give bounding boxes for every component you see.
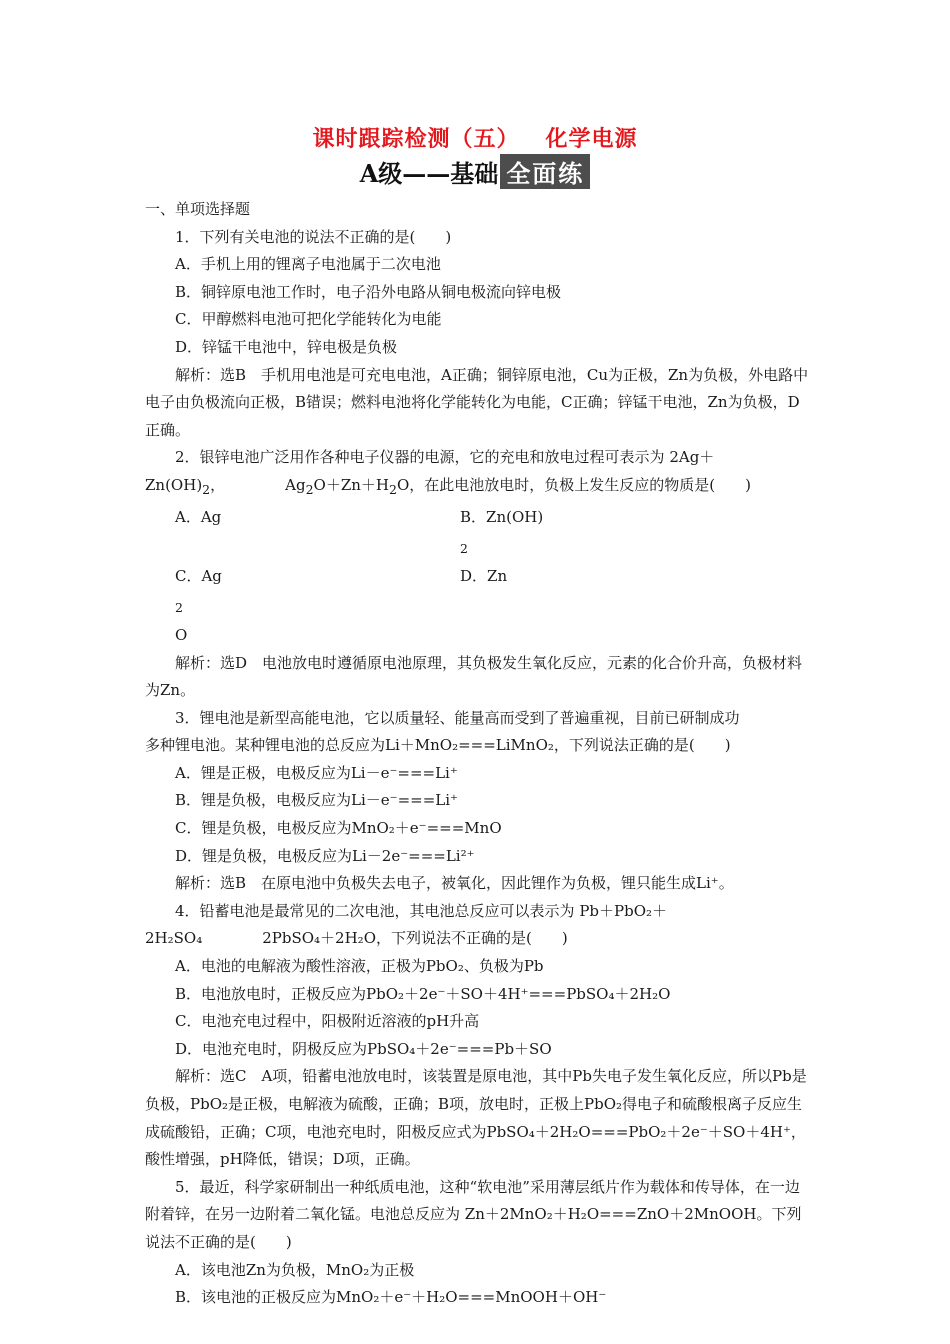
option: C．Ag $_2$ O bbox=[175, 566, 222, 644]
option: A．该电池Zn为负极，MnO₂为正极 bbox=[175, 1260, 415, 1279]
level-badge: 全面练 bbox=[500, 154, 590, 189]
option: A．电池的电解液为酸性溶液，正极为PbO₂、负极为Pb bbox=[175, 957, 544, 976]
option: D．Zn bbox=[460, 566, 508, 585]
option: B．该电池的正极反应为MnO₂＋e⁻＋H₂O===MnOOH＋OH⁻ bbox=[175, 1288, 607, 1307]
option: B．锂是负极，电极反应为Li－e⁻===Li⁺ bbox=[175, 791, 458, 810]
question-stem-line2: $Zn(OH)_2$， $Ag_2O+Zn+H_2O$，在此电池放电时，负极上发生反应的物质是( ) bbox=[145, 475, 751, 497]
question-stem: 5．最近，科学家研制出一种纸质电池，这种“软电池”采用薄层纸片作为载体和传导体，在一边附着锌，在另一边附着二氧化锰。电池总反应为 Zn＋2MnO₂＋H₂O===ZnO＋2MnOOH。下列说法不正确的是( ) bbox=[145, 1177, 802, 1251]
option: D．锌锰干电池中，锌电极是负极 bbox=[175, 337, 398, 356]
level-heading bbox=[0, 154, 950, 189]
option: A．Ag bbox=[175, 507, 222, 526]
option: C．甲醇燃料电池可把化学能转化为电能 bbox=[175, 310, 442, 329]
level-prefix: A级——基础 bbox=[359, 159, 499, 188]
title-subject: 化学电源 bbox=[545, 127, 638, 152]
question-stem: 4．铅蓄电池是最常见的二次电池，其电池总反应可以表示为 Pb＋PbO₂＋ bbox=[175, 901, 668, 920]
option: D．电池充电时，阴极反应为PbSO₄＋2e⁻===Pb＋SO bbox=[175, 1039, 552, 1058]
analysis: 解析：选B 手机用电池是可充电电池，A正确；铜锌原电池，Cu为正极，Zn为负极，外电路中电子由负极流向正极，B错误；燃料电池将化学能转化为电能，C正确；锌锰干电池，Zn为负极，D正确。 bbox=[145, 365, 809, 439]
option: A．锂是正极，电极反应为Li－e⁻===Li⁺ bbox=[175, 763, 458, 782]
option: C．锂是负极，电极反应为MnO₂＋e⁻===MnO bbox=[175, 819, 502, 838]
option: B．铜锌原电池工作时，电子沿外电路从铜电极流向锌电极 bbox=[175, 282, 562, 301]
analysis: 解析：选B 在原电池中负极失去电子，被氧化，因此锂作为负极，锂只能生成Li⁺。 bbox=[175, 874, 734, 893]
option: A．手机上用的锂离子电池属于二次电池 bbox=[175, 255, 441, 274]
analysis: 解析：选C A项，铅蓄电池放电时，该装置是原电池，其中Pb失电子发生氧化反应，所以Pb是负极，PbO₂是正极，电解液为硫酸，正确；B项，放电时，正极上PbO₂得电子和硫酸根离子反应生成硫酸铅，正确；C项，电池充电时，阳极反应式为PbSO₄＋2H₂O===PbO₂＋2e⁻＋SO＋4H⁺，酸性增强，pH降低，错误；D项，正确。 bbox=[145, 1067, 807, 1169]
analysis: 解析：选D 电池放电时遵循原电池原理，其负极发生氧化反应，元素的化合价升高，负极材料为Zn。 bbox=[145, 653, 803, 700]
option: B．电池放电时，正极反应为PbO₂＋2e⁻＋SO＋4H⁺===PbSO₄＋2H₂O bbox=[175, 984, 671, 1003]
question-stem: 1．下列有关电池的说法不正确的是( ) bbox=[175, 227, 452, 246]
question-stem-line2: 多种锂电池。某种锂电池的总反应为Li＋MnO₂===LiMnO₂，下列说法正确的是( ) bbox=[145, 736, 731, 755]
option: B．Zn(OH) $_2$ bbox=[460, 507, 544, 557]
question-list bbox=[145, 196, 813, 1312]
question-stem-line2: 2H₂SO₄ 2PbSO₄＋2H₂O，下列说法不正确的是( ) bbox=[145, 929, 568, 948]
page-title bbox=[0, 122, 950, 153]
option: D．锂是负极，电极反应为Li－2e⁻===Li²⁺ bbox=[175, 846, 475, 865]
option-row bbox=[145, 563, 813, 650]
question-stem: 3．锂电池是新型高能电池，它以质量轻、能量高而受到了普遍重视，目前已研制成功 bbox=[175, 708, 740, 727]
option: C．电池充电过程中，阳极附近溶液的pH升高 bbox=[175, 1012, 480, 1031]
section-heading: 一、单项选择题 bbox=[145, 200, 251, 218]
option-row bbox=[145, 504, 813, 563]
question-stem: 2．银锌电池广泛用作各种电子仪器的电源，它的充电和放电过程可表示为 2Ag＋ bbox=[175, 448, 715, 467]
title-main: 课时跟踪检测（五） bbox=[312, 127, 520, 152]
